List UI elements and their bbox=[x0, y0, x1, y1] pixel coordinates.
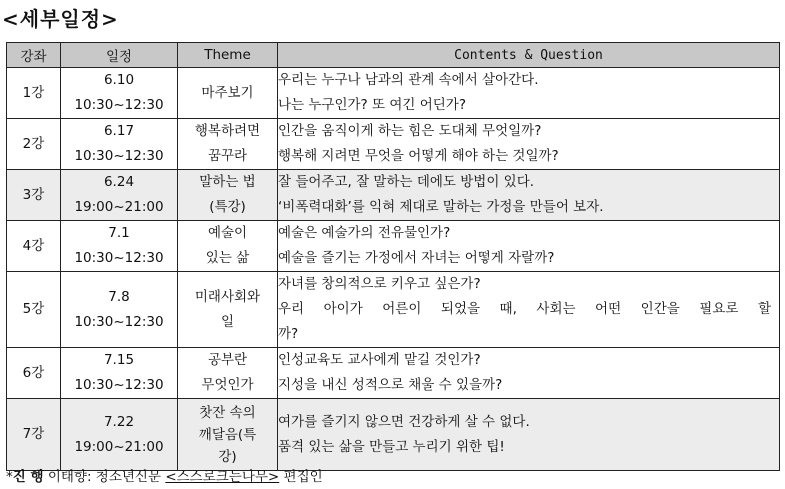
lecture-date: 6.10 bbox=[103, 72, 135, 88]
header-date: 일정 bbox=[61, 43, 178, 68]
content-line: 자녀를 창의적으로 키우고 싶은가? bbox=[278, 276, 481, 292]
content-line: ‘비폭력대화’를 익혀 제대로 말하는 가정을 만들어 보자. bbox=[278, 199, 604, 215]
theme-line: 깨달음(특 bbox=[198, 426, 257, 443]
lecture-number: 4강 bbox=[7, 221, 61, 272]
lecture-time: 10:30~12:30 bbox=[74, 313, 164, 330]
footer-paper-name: <스스로크는나무> bbox=[165, 469, 280, 485]
theme-line: 마주보기 bbox=[201, 84, 254, 101]
lecture-contents bbox=[278, 221, 780, 272]
lecture-date: 7.22 bbox=[103, 413, 135, 430]
lecture-theme bbox=[178, 68, 278, 119]
lecture-theme bbox=[178, 221, 278, 272]
lecture-time: 10:30~12:30 bbox=[74, 148, 164, 164]
lecture-number: 1강 bbox=[7, 68, 61, 119]
content-line: 예술을 즐기는 가정에서 자녀는 어떻게 자랄까? bbox=[278, 250, 555, 266]
lecture-contents bbox=[278, 68, 780, 119]
table-row bbox=[7, 348, 780, 399]
lecture-contents bbox=[278, 119, 780, 170]
theme-line: 찻잔 속의 bbox=[199, 404, 256, 421]
content-line: 품격 있는 삶을 만들고 누리기 위한 팁! bbox=[278, 438, 505, 455]
lecture-date: 7.1 bbox=[108, 225, 130, 241]
lecture-number: 7강 bbox=[7, 399, 61, 471]
lecture-theme bbox=[178, 170, 278, 221]
lecture-contents bbox=[278, 272, 780, 348]
lecture-date: 7.8 bbox=[108, 288, 130, 305]
lecture-date-time bbox=[61, 348, 178, 399]
lecture-time: 10:30~12:30 bbox=[74, 377, 164, 393]
schedule-table bbox=[6, 42, 780, 471]
lecture-contents bbox=[278, 399, 780, 471]
footer-label: 진 행 bbox=[12, 469, 44, 485]
content-line: 지성을 내신 성적으로 채울 수 있을까? bbox=[278, 377, 503, 393]
lecture-date: 6.17 bbox=[103, 123, 135, 139]
lecture-theme bbox=[178, 399, 278, 471]
lecture-date: 6.24 bbox=[103, 174, 135, 190]
lecture-time: 19:00~21:00 bbox=[74, 199, 164, 215]
lecture-date: 7.15 bbox=[103, 352, 135, 368]
lecture-date-time bbox=[61, 119, 178, 170]
theme-line: 강) bbox=[218, 448, 237, 465]
lecture-theme bbox=[178, 119, 278, 170]
lecture-date-time bbox=[61, 68, 178, 119]
header-lecture: 강좌 bbox=[7, 43, 61, 68]
footer-tail: 편집인 bbox=[279, 469, 323, 485]
footer-note bbox=[6, 465, 323, 485]
theme-line: 말하는 법 bbox=[199, 174, 256, 190]
table-row bbox=[7, 399, 780, 471]
theme-line: 있는 삶 bbox=[205, 250, 250, 266]
lecture-time: 19:00~21:00 bbox=[74, 438, 164, 455]
theme-line: 꿈꾸라 bbox=[207, 148, 248, 164]
lecture-time: 10:30~12:30 bbox=[74, 97, 164, 113]
content-line: 우리 아이가 어른이 되었을 때, 사회는 어떤 인간을 필요로 할 bbox=[278, 301, 771, 317]
header-contents: Contents & Question bbox=[278, 43, 780, 68]
lecture-theme bbox=[178, 272, 278, 348]
lecture-number: 3강 bbox=[7, 170, 61, 221]
theme-line: 무엇인가 bbox=[201, 377, 254, 393]
theme-line: 일 bbox=[220, 313, 235, 330]
lecture-time: 10:30~12:30 bbox=[74, 250, 164, 266]
content-line: 나는 누구인가? 또 여긴 어딘가? bbox=[278, 97, 466, 113]
page-title: <세부일정> bbox=[2, 7, 119, 31]
lecture-theme bbox=[178, 348, 278, 399]
footer-host: 이태향 bbox=[47, 469, 87, 485]
table-row bbox=[7, 272, 780, 348]
theme-line: (특강) bbox=[209, 199, 246, 215]
footer-mid: : 청소년신문 bbox=[86, 469, 166, 485]
lecture-number: 2강 bbox=[7, 119, 61, 170]
content-line: 인간을 움직이게 하는 힘은 도대체 무엇일까? bbox=[278, 123, 542, 139]
lecture-date-time bbox=[61, 170, 178, 221]
table-row bbox=[7, 119, 780, 170]
lecture-number: 6강 bbox=[7, 348, 61, 399]
content-line: 우리는 누구나 남과의 관계 속에서 살아간다. bbox=[278, 72, 539, 88]
content-line: 까? bbox=[278, 326, 299, 342]
lecture-date-time bbox=[61, 272, 178, 348]
theme-line: 미래사회와 bbox=[194, 288, 261, 305]
header-theme: Theme bbox=[178, 43, 278, 68]
content-line: 여가를 즐기지 않으면 건강하게 살 수 없다. bbox=[278, 413, 530, 430]
lecture-contents bbox=[278, 170, 780, 221]
theme-line: 행복하려면 bbox=[194, 123, 261, 139]
theme-line: 예술이 bbox=[207, 225, 248, 241]
lecture-date-time bbox=[61, 221, 178, 272]
lecture-number: 5강 bbox=[7, 272, 61, 348]
table-row bbox=[7, 170, 780, 221]
lecture-date-time bbox=[61, 399, 178, 471]
content-line: 잘 들어주고, 잘 말하는 데에도 방법이 있다. bbox=[278, 174, 535, 190]
content-line: 인성교육도 교사에게 맡길 것인가? bbox=[278, 352, 481, 368]
header-row bbox=[7, 43, 780, 68]
theme-line: 공부란 bbox=[207, 352, 248, 368]
content-line: 행복해 지려면 무엇을 어떻게 해야 하는 것일까? bbox=[278, 148, 559, 164]
table-row bbox=[7, 221, 780, 272]
footer-bullet: * bbox=[6, 469, 13, 485]
table-row bbox=[7, 68, 780, 119]
content-line: 예술은 예술가의 전유물인가? bbox=[278, 225, 451, 241]
lecture-contents bbox=[278, 348, 780, 399]
